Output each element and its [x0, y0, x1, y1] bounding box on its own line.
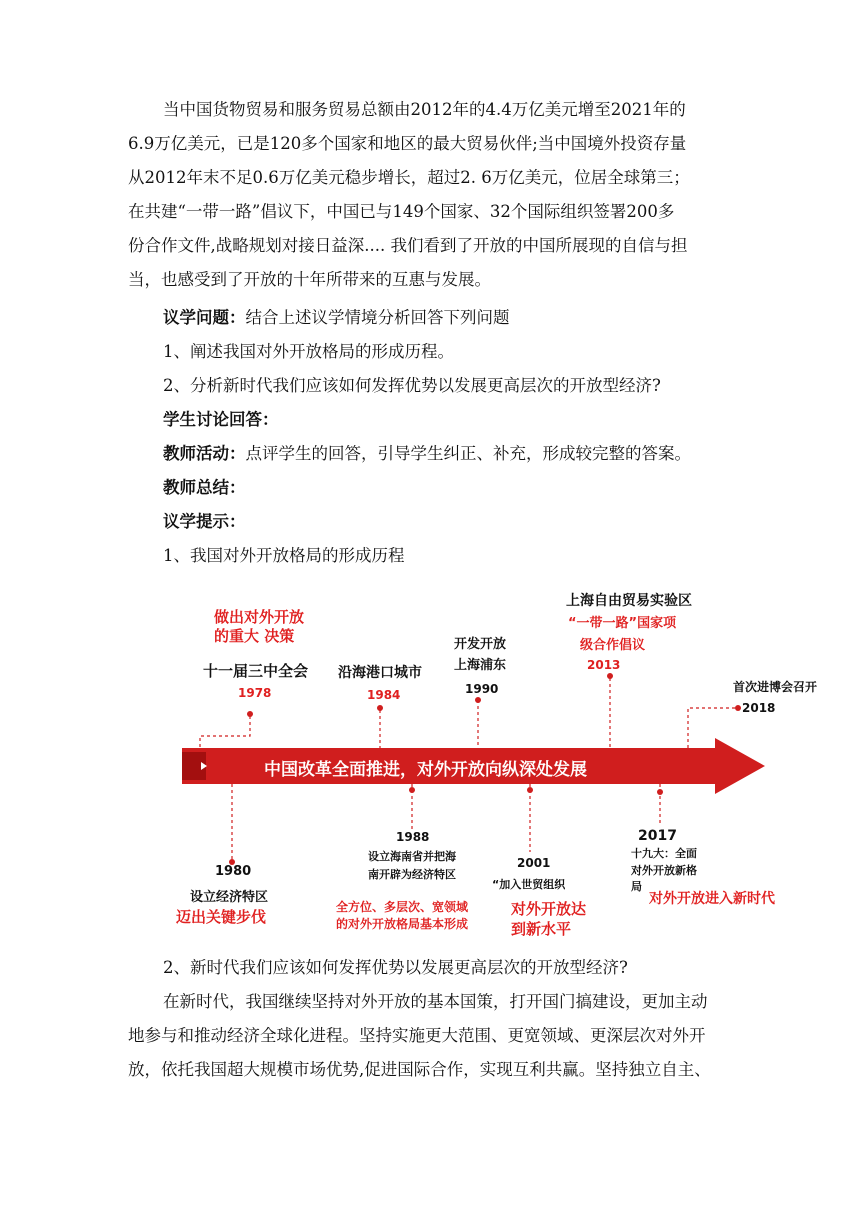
timeline-banner: 中国改革全面推进，对外开放向纵深处发展 — [264, 760, 587, 780]
event-1990-label-2: 上海浦东 — [454, 658, 507, 673]
question-1: 1、阐述我国对外开放格局的形成历程。 — [163, 342, 454, 361]
event-1988-note-1: 全方位、多层次、宽领域 — [336, 900, 469, 914]
dot-1988 — [409, 787, 415, 793]
dot-1990 — [475, 697, 481, 703]
event-2018-year: 2018 — [742, 701, 776, 715]
event-2013-year: 2013 — [587, 658, 621, 672]
event-1988-note-2: 的对外开放格局基本形成 — [336, 917, 469, 931]
event-1978-year: 1978 — [238, 686, 272, 700]
connector-1978 — [200, 716, 250, 748]
event-2013-note-2: 级合作倡议 — [580, 638, 646, 653]
question-2: 2、分析新时代我们应该如何发挥优势以发展更高层次的开放型经济? — [163, 376, 661, 395]
student-label: 学生讨论回答： — [163, 410, 279, 429]
dot-2001 — [527, 787, 533, 793]
event-2001-label: “加入世贸组织 — [492, 878, 566, 891]
event-2001-note-2: 到新水平 — [511, 920, 572, 938]
event-1988-label-1: 设立海南省并把海 — [368, 850, 456, 863]
hint-label: 议学提示： — [163, 512, 246, 531]
event-1990-year: 1990 — [465, 682, 499, 696]
event-1990-label-1: 开发开放 — [454, 637, 507, 652]
event-2017-label-2: 对外开放新格 — [631, 864, 697, 877]
question-label: 议学问题： — [163, 308, 246, 327]
event-1984-year: 1984 — [367, 688, 401, 702]
intro-line-6: 当，也感受到了开放的十年所带来的互惠与发展。 — [128, 270, 491, 289]
event-2017-year: 2017 — [638, 828, 677, 844]
question-text: 结合上述议学情境分析回答下列问题 — [245, 308, 510, 327]
event-1988-year: 1988 — [396, 830, 430, 844]
summary-label: 教师总结： — [163, 478, 246, 497]
dot-2013 — [607, 673, 613, 679]
teacher-label: 教师活动： — [163, 444, 246, 463]
answer-line-3: 放，依托我国超大规模市场优势,促进国际合作，实现互利共赢。坚持独立自主、 — [128, 1060, 711, 1079]
event-2017-note: 对外开放进入新时代 — [649, 891, 775, 907]
teacher-text: 点评学生的回答，引导学生纠正、补充，形成较完整的答案。 — [245, 444, 691, 463]
intro-line-3: 从2012年末不足0.6万亿美元稳步增长，超过2. 6万亿美元，位居全球第三； — [128, 168, 690, 187]
dot-1984 — [377, 705, 383, 711]
dot-2018 — [735, 705, 741, 711]
event-1984-label: 沿海港口城市 — [338, 665, 422, 681]
event-2013-label: 上海自由贸易实验区 — [566, 593, 692, 609]
intro-line-5: 份合作文件,战略规划对接日益深.... 我们看到了开放的中国所展现的自信与担 — [128, 236, 688, 255]
dot-1978 — [247, 711, 253, 717]
event-1978-note: 做出对外开放的重大 决策 — [214, 608, 305, 645]
event-2018-label: 首次进博会召开 — [733, 680, 818, 694]
event-1980-year: 1980 — [215, 864, 252, 879]
event-1978-label: 十一届三中全会 — [203, 662, 309, 680]
answer-line-2: 地参与和推动经济全球化进程。坚持实施更大范围、更宽领域、更深层次对外开 — [128, 1026, 706, 1045]
intro-line-1: 当中国货物贸易和服务贸易总额由2012年的4.4万亿美元增至2021年的 — [163, 100, 686, 119]
event-2017-label-1: 十九大：全面 — [631, 847, 697, 860]
intro-line-4: 在共建“一带一路”倡议下，中国已与149个国家、32个国际组织签署200多 — [128, 202, 675, 221]
event-1980-note: 迈出关键步伐 — [176, 908, 267, 926]
hint-1: 1、我国对外开放格局的形成历程 — [163, 546, 405, 565]
answer-line-1: 在新时代，我国继续坚持对外开放的基本国策，打开国门搞建设，更加主动 — [163, 992, 708, 1011]
event-2001-year: 2001 — [517, 856, 551, 870]
event-2013-note-1: “一带一路”国家项 — [568, 616, 677, 631]
event-2001-note-1: 对外开放达 — [511, 900, 587, 918]
connector-2018 — [688, 708, 738, 748]
event-1980-label: 设立经济特区 — [190, 890, 269, 905]
q2-heading: 2、新时代我们应该如何发挥优势以发展更高层次的开放型经济? — [163, 958, 628, 977]
event-2017-label-3: 局 — [631, 880, 642, 893]
dot-2017 — [657, 789, 663, 795]
intro-line-2: 6.9万亿美元，已是120多个国家和地区的最大贸易伙伴;当中国境外投资存量 — [128, 134, 687, 153]
event-1988-label-2: 南开辟为经济特区 — [368, 868, 456, 881]
